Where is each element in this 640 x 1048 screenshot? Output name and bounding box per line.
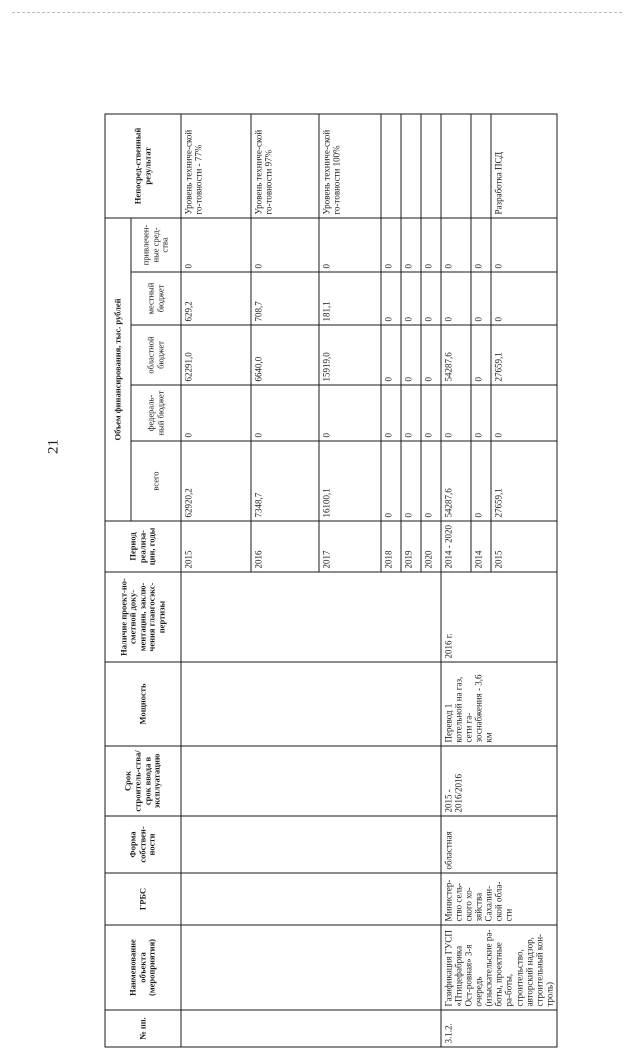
cell-result — [441, 114, 471, 218]
cell-local: 0 — [441, 272, 471, 325]
cell-regional: 54287,6 — [441, 325, 471, 385]
cell-result: Уровень техниче-ской го-товности 97% — [251, 114, 319, 218]
cell-local: 0 — [381, 272, 401, 325]
item-term: 2015 - 2016/2016 — [441, 746, 557, 816]
item-ownership: областная — [441, 816, 557, 873]
item-capacity: Перевод 1 котельной на газ, сети га-зоснабжения - 3,6 км — [441, 662, 557, 746]
cell-local: 629,2 — [181, 272, 251, 325]
item-docs: 2016 г. — [441, 572, 557, 662]
cell-local: 708,7 — [251, 272, 319, 325]
cell-federal: 0 — [401, 385, 421, 441]
table-row — [181, 114, 251, 1047]
cell-period: 2020 — [421, 521, 441, 572]
cell-regional: 27659,1 — [491, 325, 557, 385]
blank-ownership-cell — [181, 816, 441, 873]
cell-period: 2014 — [471, 521, 491, 572]
cell-total: 54287,6 — [441, 441, 471, 521]
blank-docs-cell — [181, 572, 441, 662]
cell-regional: 0 — [401, 325, 421, 385]
cell-other: 0 — [319, 218, 381, 272]
header-term: Срок строитель-ства/срок ввода в эксплуатацию — [105, 746, 181, 816]
cell-result: Уровень техниче-ской го-товности 100% — [319, 114, 381, 218]
cell-regional: 6640,0 — [251, 325, 319, 385]
cell-total: 16100,1 — [319, 441, 381, 521]
cell-federal: 0 — [421, 385, 441, 441]
header-grbs: ГРБС — [105, 873, 181, 925]
cell-period: 2016 — [251, 521, 319, 572]
cell-regional: 0 — [421, 325, 441, 385]
page-top-rule — [12, 12, 622, 13]
cell-other: 0 — [421, 218, 441, 272]
cell-other: 0 — [491, 218, 557, 272]
cell-total: 0 — [401, 441, 421, 521]
funding-table — [105, 113, 558, 1047]
cell-total: 0 — [381, 441, 401, 521]
cell-total: 27659,1 — [491, 441, 557, 521]
header-regional: областной бюджет — [131, 325, 181, 385]
cell-regional: 15919,0 — [319, 325, 381, 385]
header-period: Период реализа-ции, годы — [105, 521, 181, 572]
header-docs: Наличие проект-но-сметной доку-ментации, заклю-чения главгосэкс-пертизы — [105, 572, 181, 662]
cell-result — [421, 114, 441, 218]
header-num: № пп. — [105, 1010, 181, 1047]
cell-regional: 62291,0 — [181, 325, 251, 385]
cell-regional: 0 — [471, 325, 491, 385]
cell-other: 0 — [471, 218, 491, 272]
item-num: 3.1.2. — [441, 1010, 557, 1047]
blank-term-cell — [181, 746, 441, 816]
cell-other: 0 — [401, 218, 421, 272]
cell-federal: 0 — [491, 385, 557, 441]
cell-result — [401, 114, 421, 218]
cell-regional: 0 — [381, 325, 401, 385]
cell-local: 181,1 — [319, 272, 381, 325]
cell-local: 0 — [491, 272, 557, 325]
cell-result — [381, 114, 401, 218]
cell-federal: 0 — [471, 385, 491, 441]
header-row-1 — [105, 114, 131, 1047]
header-result: Непосред-ственный результат — [105, 114, 181, 218]
rotated-table-container — [105, 127, 555, 1048]
cell-federal: 0 — [319, 385, 381, 441]
header-name: Наименование объекта (мероприятия) — [105, 925, 181, 1010]
blank-grbs-cell — [181, 873, 441, 925]
cell-other: 0 — [181, 218, 251, 272]
header-federal: федераль-ный бюджет — [131, 385, 181, 441]
cell-period: 2019 — [401, 521, 421, 572]
cell-total: 62920,2 — [181, 441, 251, 521]
item-grbs: Министер-ство сель-ского хо-зяйства Сахалин-ской обла-сти — [441, 873, 557, 925]
cell-federal: 0 — [441, 385, 471, 441]
blank-name-cell — [181, 925, 441, 1010]
blank-capacity-cell — [181, 662, 441, 746]
cell-period: 2015 — [491, 521, 557, 572]
cell-result: Уровень техниче-ской го-товности - 77% — [181, 114, 251, 218]
header-capacity: Мощность — [105, 662, 181, 746]
header-other: привлечен-ные сред-ства — [131, 218, 181, 272]
cell-federal: 0 — [181, 385, 251, 441]
page-number: 21 — [45, 439, 62, 454]
header-local: местный бюджет — [131, 272, 181, 325]
cell-result: Разработка ПСД — [491, 114, 557, 218]
cell-total: 0 — [421, 441, 441, 521]
cell-result — [471, 114, 491, 218]
header-funding-group: Объем финансирования, тыс. рублей — [105, 218, 131, 521]
cell-local: 0 — [401, 272, 421, 325]
item-name: Газификация ГУСП «Птицефабрика Ост-ровная» 3-я очередь (изыскательские ра-боты, проектные ра-боты, строительство, авторский надзор, строительный кон-троль) — [441, 925, 557, 1010]
header-total: всего — [131, 441, 181, 521]
item-row — [441, 114, 471, 1047]
cell-period: 2014 - 2020 — [441, 521, 471, 572]
cell-local: 0 — [421, 272, 441, 325]
cell-total: 0 — [471, 441, 491, 521]
cell-other: 0 — [441, 218, 471, 272]
cell-total: 7348,7 — [251, 441, 319, 521]
cell-other: 0 — [251, 218, 319, 272]
cell-period: 2017 — [319, 521, 381, 572]
blank-num-cell — [181, 1010, 441, 1047]
cell-federal: 0 — [381, 385, 401, 441]
cell-period: 2018 — [381, 521, 401, 572]
cell-period: 2015 — [181, 521, 251, 572]
cell-local: 0 — [471, 272, 491, 325]
cell-other: 0 — [381, 218, 401, 272]
header-ownership: Форма собствен-ности — [105, 816, 181, 873]
cell-federal: 0 — [251, 385, 319, 441]
